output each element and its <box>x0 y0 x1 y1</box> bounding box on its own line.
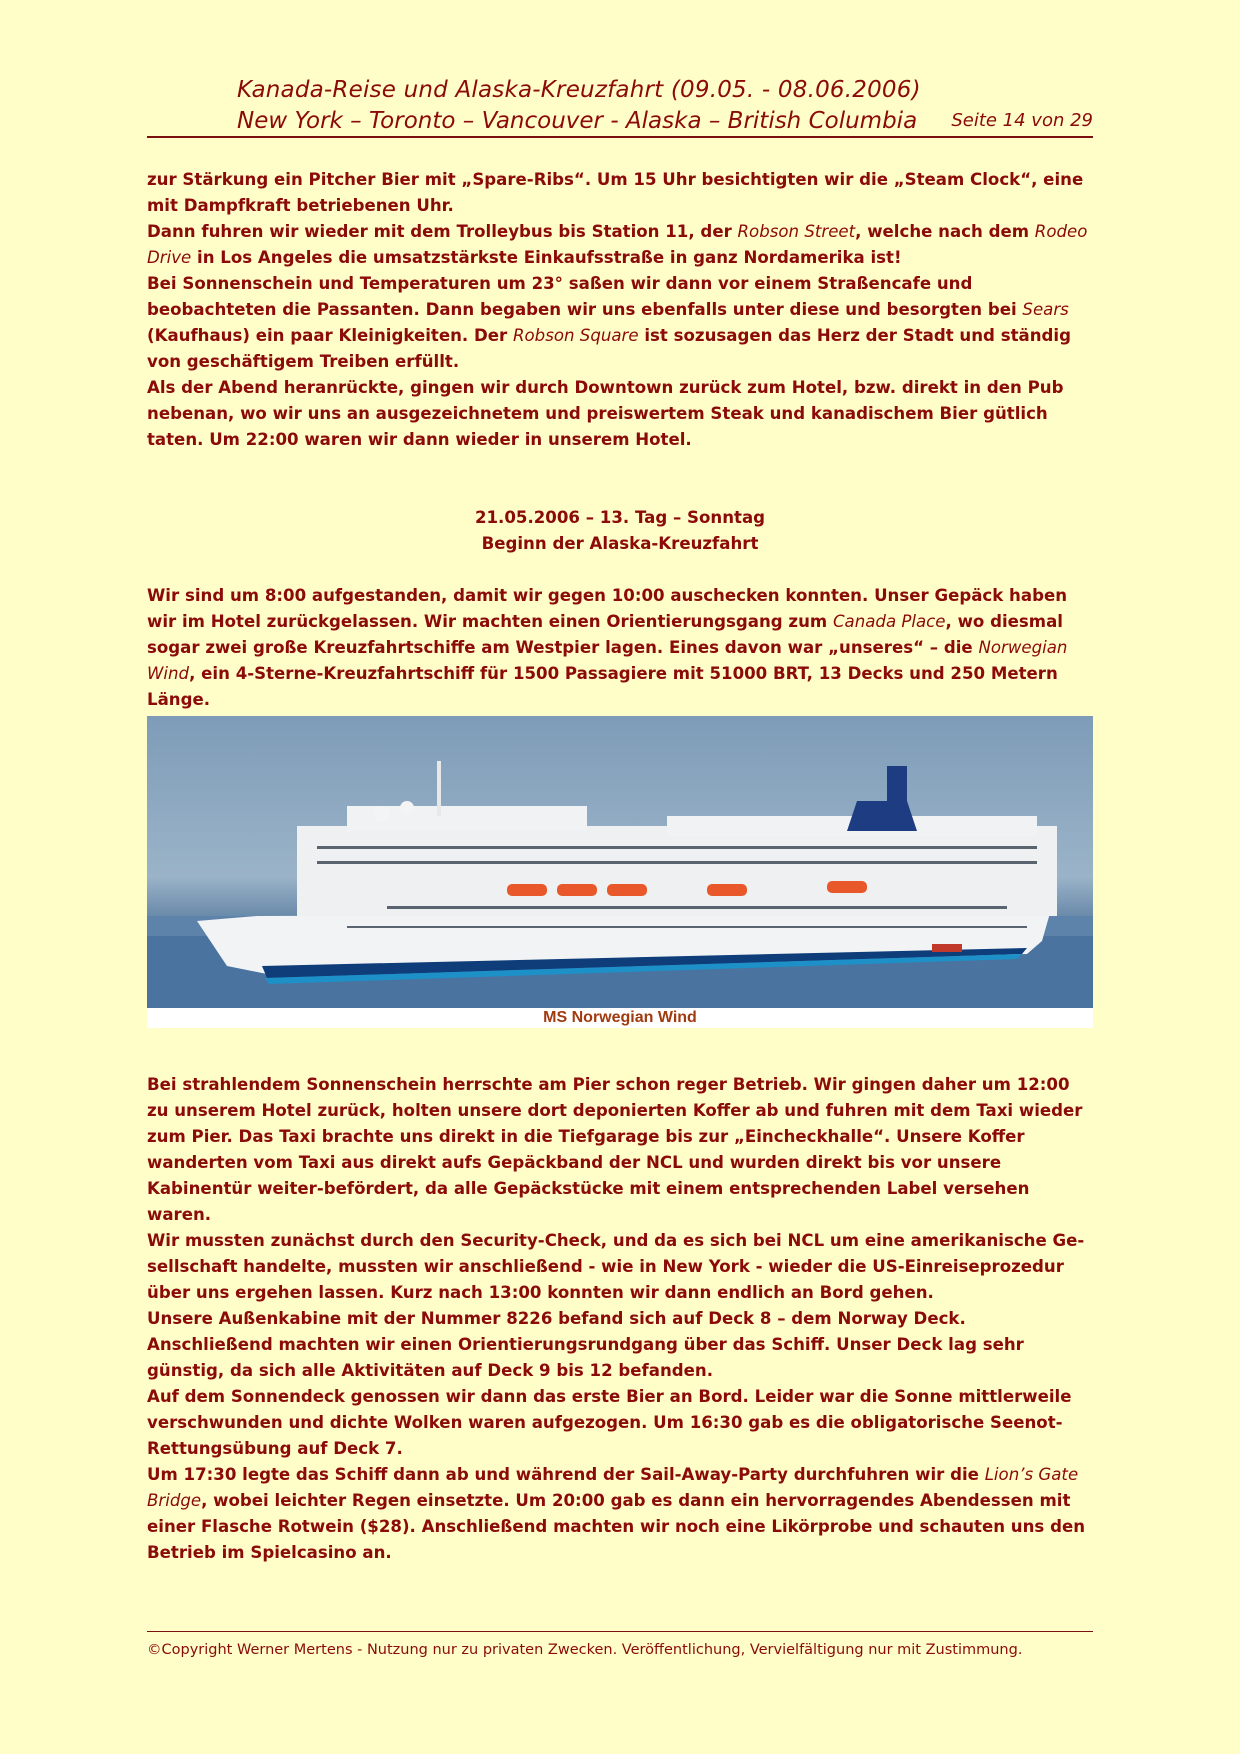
day-heading: 21.05.2006 – 13. Tag – Sonntag <box>474 508 766 527</box>
copyright-notice: ©Copyright Werner Mertens - Nutzung nur zu privaten Zwecken. Veröffentlichung, Vervielfältigung nur mit Zustimmung. <box>147 1642 1023 1658</box>
text-segment: Um 17:30 legte das Schiff dann ab und während der Sail-Away-Party durchfuhren wir die <box>147 1465 985 1484</box>
paragraph <box>147 375 1093 453</box>
text-segment: Als der Abend heranrückte, gingen wir durch Downtown zurück zum Hotel, bzw. direkt in den Pub nebenan, wo wir uns an ausgezeichnetem und preiswertem Steak und kanadischem Bier gütlich taten. Um 22:00 waren wir dann wieder in unserem Hotel. <box>147 378 1064 449</box>
text-segment: , ein 4-Sterne-Kreuzfahrtschiff für 1500 Passagiere mit 51000 BRT, 13 Decks und 250 Metern Länge. <box>147 664 1058 709</box>
text-segment: Unsere Außenkabine mit der Nummer 8226 befand sich auf Deck 8 – dem Norway Deck. Anschließend machten wir einen Orientierungsrundgang über das Schiff. Unser Deck lag sehr günstig, da sich alle Aktivitäten auf Deck 9 bis 12 befanden. <box>147 1309 1024 1380</box>
paragraph <box>147 1384 1093 1462</box>
text-segment: Wir mussten zunächst durch den Security-Check, und da es sich bei NCL um eine amerikanische Ge-sellschaft handelte, mussten wir anschließend - wie in New York - wieder die US-Einreiseprozedur über uns ergehen lassen. Kurz nach 13:00 konnten wir dann endlich an Bord gehen. <box>147 1231 1085 1302</box>
day-subheading: Beginn der Alaska-Kreuzfahrt <box>481 534 759 553</box>
route-line <box>147 106 1093 138</box>
text-segment: , wo diesmal sogar zwei große Kreuzfahrtschiffe am Westpier lagen. Eines davon war „unseres“ – die <box>147 612 1063 657</box>
emphasized-name: Lion’s Gate Bridge <box>147 1465 1079 1510</box>
figure-caption: MS Norwegian Wind <box>543 1009 697 1026</box>
page-content-continued <box>147 1072 1093 1566</box>
ship-figure <box>147 716 1093 1028</box>
cruise-ship-illustration <box>147 716 1093 1008</box>
text-segment: zur Stärkung ein Pitcher Bier mit „Spare-Ribs“. Um 15 Uhr besichtigten wir die „Steam Clock“, eine mit Dampfkraft betriebenen Uhr. <box>147 170 1084 215</box>
paragraph <box>147 1306 1093 1384</box>
route-text: New York – Toronto – Vancouver - Alaska – British Columbia <box>237 108 918 134</box>
text-segment: Dann fuhren wir wieder mit dem Trolleybus bis Station 11, der <box>147 222 738 241</box>
page-indicator: Seite 14 von 29 <box>951 110 1093 131</box>
paragraph <box>147 219 1093 271</box>
paragraph <box>147 583 1093 713</box>
document-title: Kanada-Reise und Alaska-Kreuzfahrt (09.05. - 08.06.2006) <box>237 77 921 103</box>
text-segment: , wobei leichter Regen einsetzte. Um 20:00 gab es dann ein hervorragendes Abendessen mit einer Flasche Rotwein ($28). Anschließend machten wir noch eine Likörprobe und schauten uns den Betrieb im Spielcasino an. <box>147 1491 1086 1562</box>
emphasized-name: Norwegian Wind <box>147 638 1068 683</box>
text-segment: in Los Angeles die umsatzstärkste Einkaufsstraße in ganz Nordamerika ist! <box>191 248 902 267</box>
text-segment: Wir sind um 8:00 aufgestanden, damit wir gegen 10:00 auschecken konnten. Unser Gepäck haben wir im Hotel zurückgelassen. Wir machten einen Orientierungsgang zum <box>147 586 1068 631</box>
page-content <box>147 167 1093 713</box>
cruise-ship-photo <box>147 716 1093 1008</box>
paragraph <box>147 167 1093 219</box>
paragraph <box>147 1228 1093 1306</box>
text-segment: (Kaufhaus) ein paar Kleinigkeiten. Der <box>147 326 513 345</box>
paragraph <box>147 1462 1093 1566</box>
emphasized-name: Canada Place <box>832 612 946 631</box>
emphasized-name: Robson Square <box>512 326 639 345</box>
text-segment: Bei Sonnenschein und Temperaturen um 23° saßen wir dann vor einem Straßencafe und beobachteten die Passanten. Dann begaben wir uns ebenfalls unter diese und besorgten bei <box>147 274 1023 319</box>
emphasized-name: Rodeo Drive <box>147 222 1088 267</box>
text-segment: ist sozusagen das Herz der Stadt und ständig von geschäftigem Treiben erfüllt. <box>147 326 1071 371</box>
intro-paragraphs <box>147 167 1093 453</box>
text-segment: Bei strahlendem Sonnenschein herrschte am Pier schon reger Betrieb. Wir gingen daher um 12:00 zu unserem Hotel zurück, holten unsere dort deponierten Koffer ab und fuhren mit dem Taxi wieder zum Pier. Das Taxi brachte uns direkt in die Tiefgarage bis zur „Eincheckhalle“. Unsere Koffer wanderten vom Taxi aus direkt aufs Gepäckband der NCL und wurden direkt bis vor unsere Kabinentür weiter-befördert, da alle Gepäckstücke mit einem entsprechenden Label versehen waren. <box>147 1075 1083 1224</box>
after-paragraphs <box>147 1072 1093 1566</box>
paragraph <box>147 271 1093 375</box>
emphasized-name: Sears <box>1022 300 1069 319</box>
emphasized-name: Robson Street <box>737 222 856 241</box>
page-footer <box>147 1631 1093 1662</box>
text-segment: Auf dem Sonnendeck genossen wir dann das erste Bier an Bord. Leider war die Sonne mittlerweile verschwunden und dichte Wolken waren aufgezogen. Um 16:30 gab es die obligatorische Seenot-Rettungsübung auf Deck 7. <box>147 1387 1072 1458</box>
text-segment: , welche nach dem <box>855 222 1035 241</box>
paragraph <box>147 1072 1093 1228</box>
day-intro-paragraph <box>147 583 1093 713</box>
page-header <box>147 74 1093 138</box>
